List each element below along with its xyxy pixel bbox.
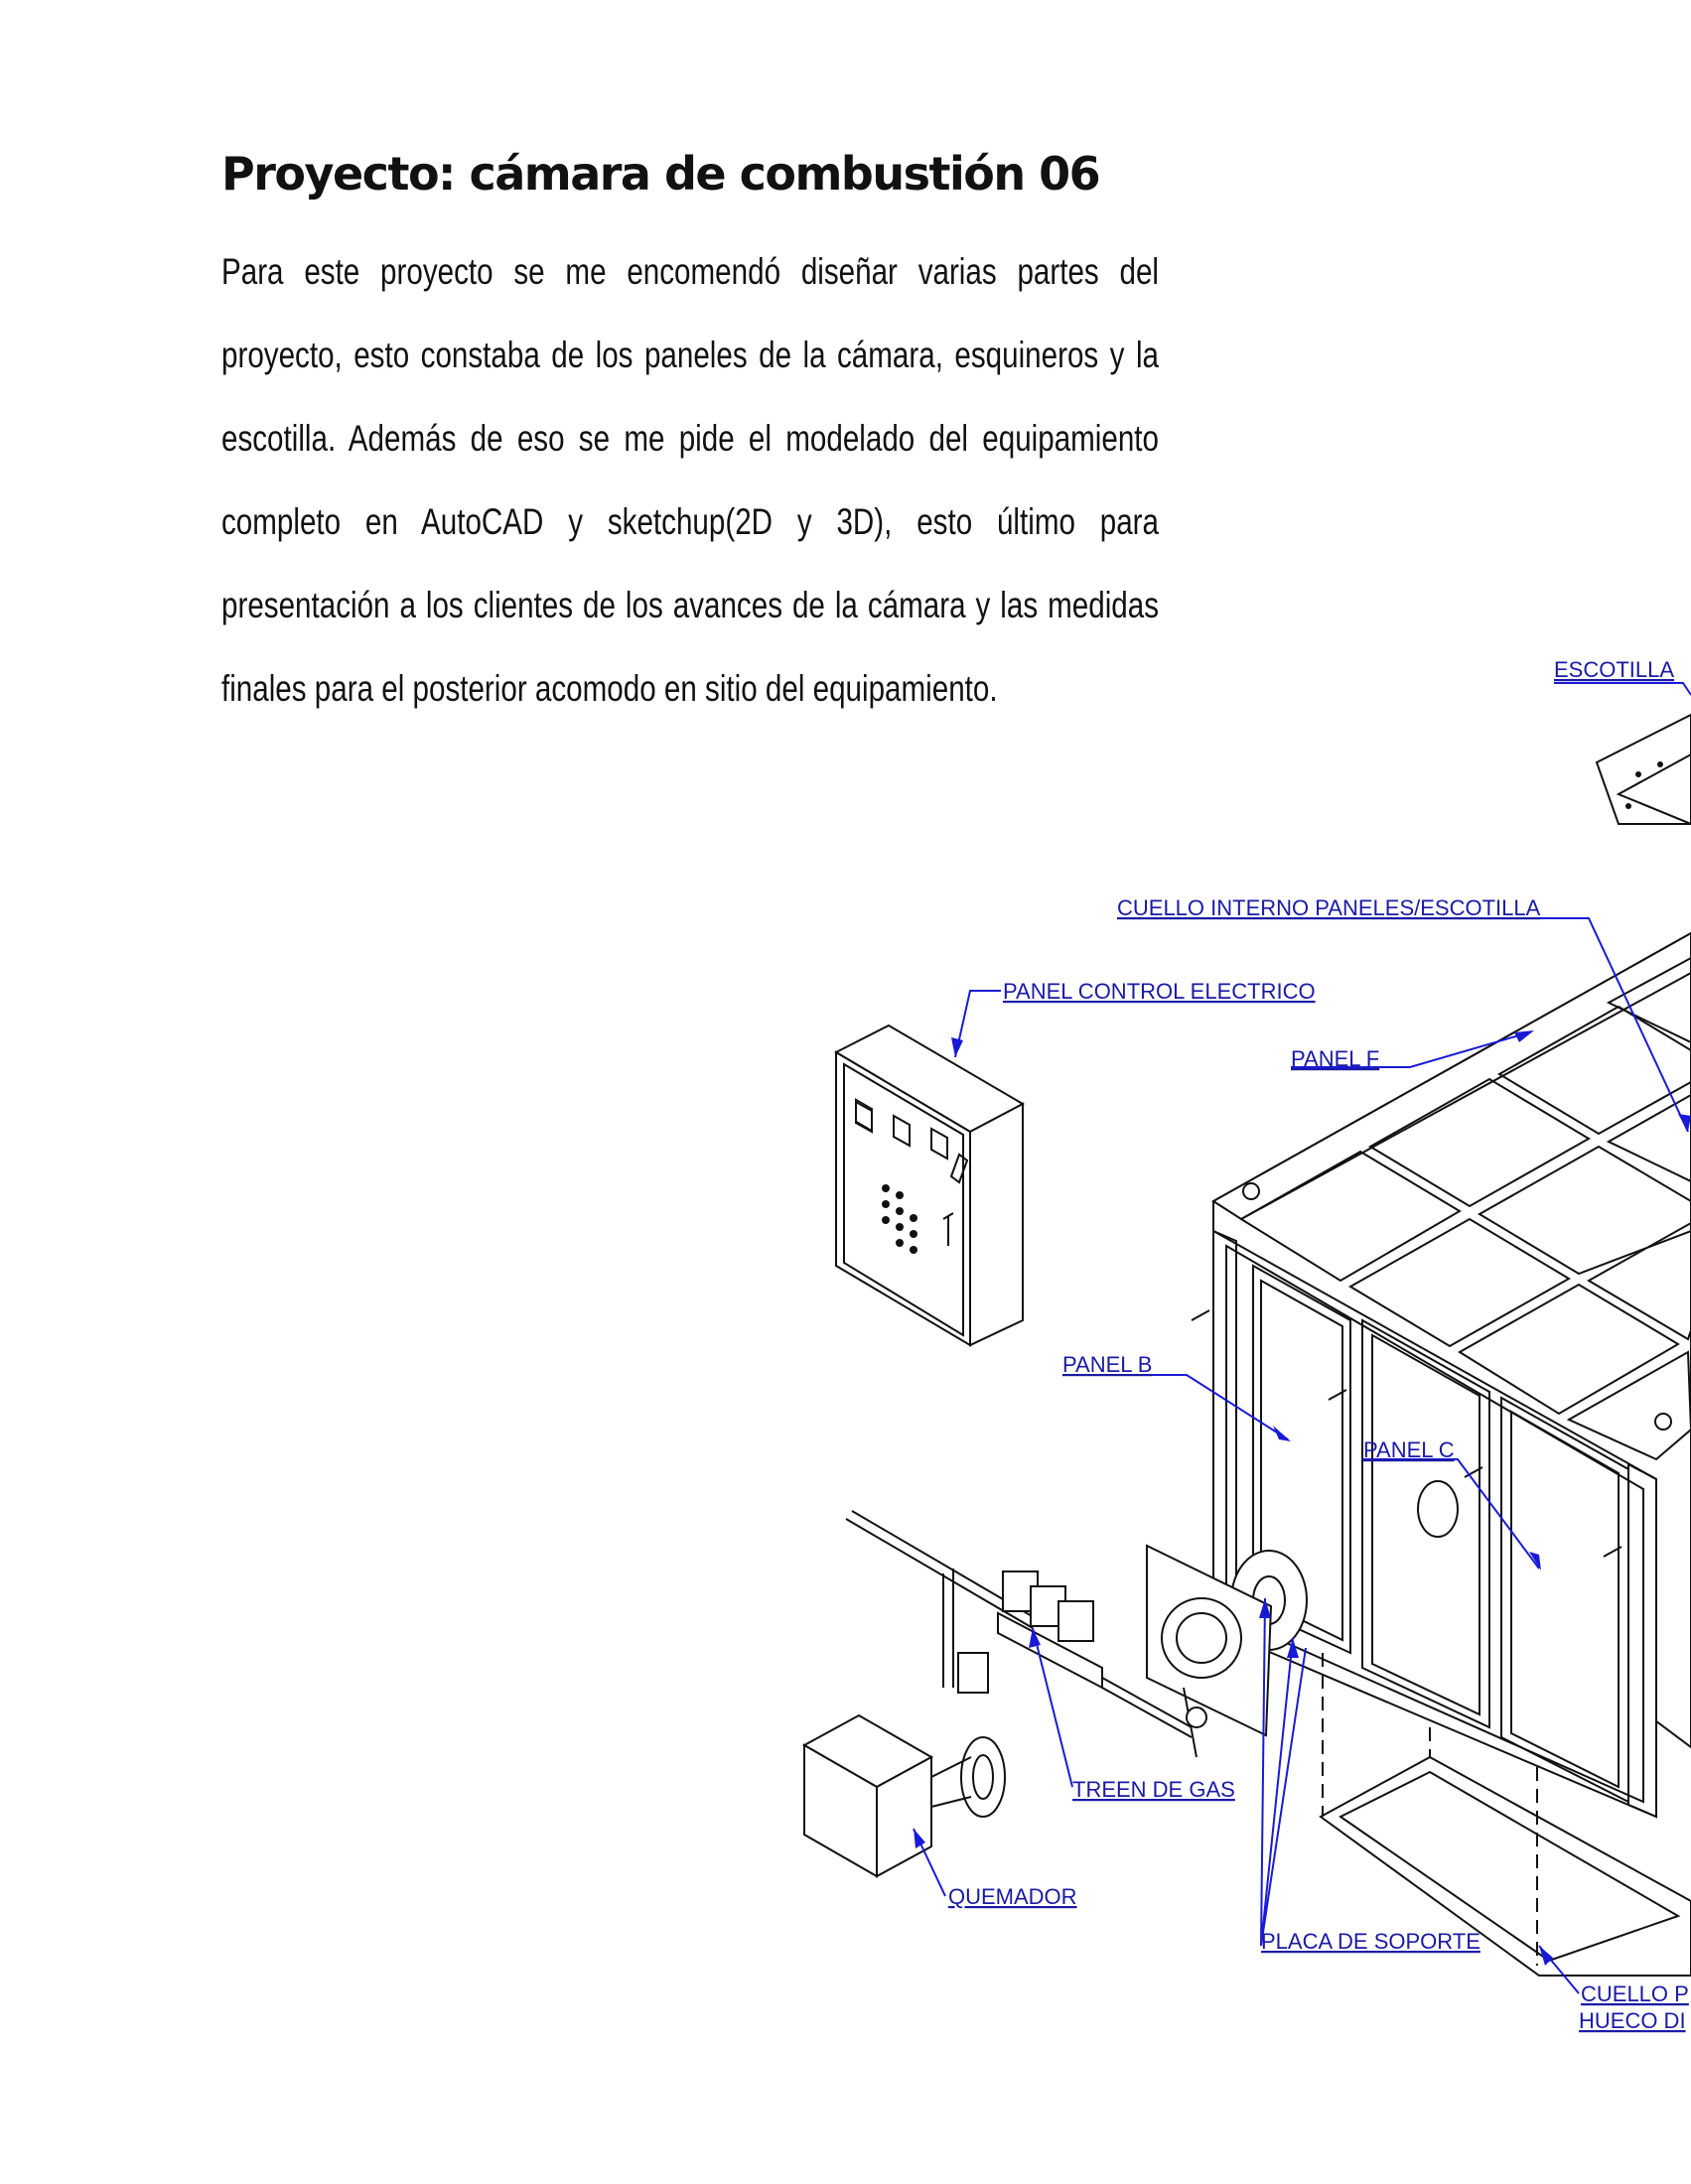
label-cuello-interno: CUELLO INTERNO PANELES/ESCOTILLA [1117,895,1541,920]
label-treen-gas: TREEN DE GAS [1072,1777,1235,1802]
label-panel-b: PANEL B [1062,1352,1153,1377]
quemador [804,1715,1005,1876]
label-panel-c: PANEL C [1363,1437,1455,1462]
label-cuello-2: HUECO DI [1579,2008,1686,2033]
label-escotilla: ESCOTILLA [1554,657,1675,682]
label-placa-soporte: PLACA DE SOPORTE [1261,1929,1480,1954]
panel-control-cabinet [836,1025,1023,1345]
escotilla-part [1597,715,1691,824]
label-quemador: QUEMADOR [948,1884,1077,1909]
page-title: Proyecto: cámara de combustión 06 [221,147,1100,201]
label-panel-control: PANEL CONTROL ELECTRICO [1003,979,1316,1004]
label-cuello-1: CUELLO P [1581,1981,1689,2006]
label-panel-f: PANEL F [1291,1046,1380,1071]
body-paragraph: Para este proyecto se me encomendó diseñar varias partes del proyecto, esto constaba de los paneles de la cámara, esquineros y la escotilla. Además de eso se me pide el modelado del equipamiento completo en AutoCAD y sketchup(2D y 3D), esto último para presentación a los clientes de los avances de la cámara y las medidas finales para el posterior acomodo en sitio del equipamiento. [221,251,1159,709]
